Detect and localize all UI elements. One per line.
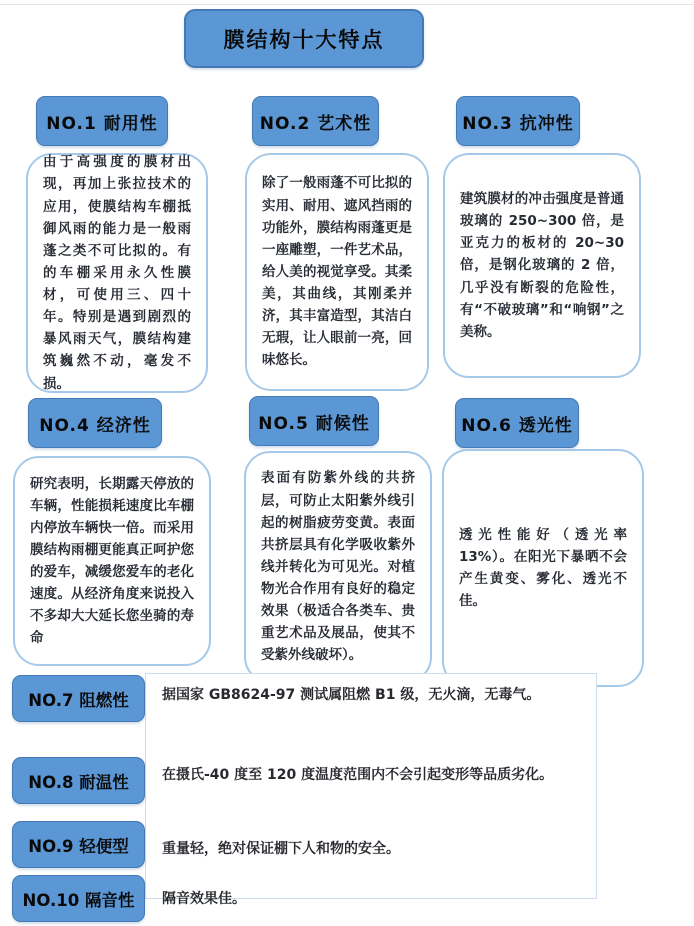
feature-body-no4-text: 研究表明，长期露天停放的车辆，性能损耗速度比车棚内停放车辆快一倍。而采用膜结构雨棚更能真正呵护您的爱车，减缓您爱车的老化速度。从经济角度来说投入不多却大大延长您坐骑的寿命 xyxy=(30,475,194,647)
feature-body-no1 xyxy=(26,153,208,393)
feature-label-no7: NO.7 阻燃性 xyxy=(12,675,145,722)
feature-body-no2-text: 除了一般雨蓬不可比拟的实用、耐用、遮风挡雨的功能外，膜结构雨蓬更是一座雕塑，一件艺术品，给人美的视觉享受。其柔美，其曲线，其刚柔并济，其丰富造型，其洁白无瑕，让人眼前一亮，回味悠长。 xyxy=(262,175,412,369)
feature-label-no10: NO.10 隔音性 xyxy=(12,875,145,922)
feature-label-no9: NO.9 轻便型 xyxy=(12,821,145,868)
feature-body-no3-text: 建筑膜材的冲击强度是普通玻璃的 250~300 倍，是亚克力的板材的 20~30 倍，是钢化玻璃的 2 倍，几乎没有断裂的危险性，有“不破玻璃”和“响钢”之美称。 xyxy=(460,191,624,340)
page-title: 膜结构十大特点 xyxy=(184,9,424,68)
feature-header-no6: NO.6 透光性 xyxy=(455,398,579,448)
feature-label-no8: NO.8 耐温性 xyxy=(12,757,145,804)
feature-header-no2: NO.2 艺术性 xyxy=(252,96,379,146)
feature-header-no1: NO.1 耐用性 xyxy=(36,96,168,146)
feature-text-no7: 据国家 GB8624-97 测试属阻燃 B1 级，无火滴，无毒气。 xyxy=(162,687,541,703)
feature-header-no5: NO.5 耐候性 xyxy=(249,396,379,446)
feature-header-no3: NO.3 抗冲性 xyxy=(456,96,580,146)
feature-text-no8: 在摄氏-40 度至 120 度温度范围内不会引起变形等品质劣化。 xyxy=(162,767,554,783)
feature-body-no6-text: 透光性能好（透光率 13%）。在阳光下暴晒不会产生黄变、雾化、透光不佳。 xyxy=(459,526,627,610)
feature-body-no6 xyxy=(442,449,644,687)
feature-body-no5 xyxy=(244,451,432,683)
feature-header-no4: NO.4 经济性 xyxy=(28,398,162,448)
feature-body-no2 xyxy=(245,153,429,391)
feature-body-no1-text: 由于高强度的膜材出现，再加上张拉技术的应用，使膜结构车棚抵御风雨的能力是一般雨蓬之类不可比拟的。有的车棚采用永久性膜材，可使用三、四十年。特别是遇到剧烈的暴风雨天气，膜结构建筑巍然不动，毫发不损。 xyxy=(43,154,191,392)
feature-body-no3 xyxy=(443,153,641,378)
feature-text-no9: 重量轻，绝对保证棚下人和物的安全。 xyxy=(162,841,400,857)
feature-body-no4 xyxy=(13,456,211,666)
page-top-divider xyxy=(0,4,694,5)
feature-text-no10: 隔音效果佳。 xyxy=(162,891,246,907)
feature-body-no5-text: 表面有防紫外线的共挤层，可防止太阳紫外线引起的树脂疲劳变黄。表面共挤层具有化学吸收紫外线并转化为可见光。对植物光合作用有良好的稳定效果（极适合各类车、贵重艺术品及展品，使其不受紫外线破坏）。 xyxy=(261,470,415,664)
bottom-features-panel xyxy=(145,673,597,899)
